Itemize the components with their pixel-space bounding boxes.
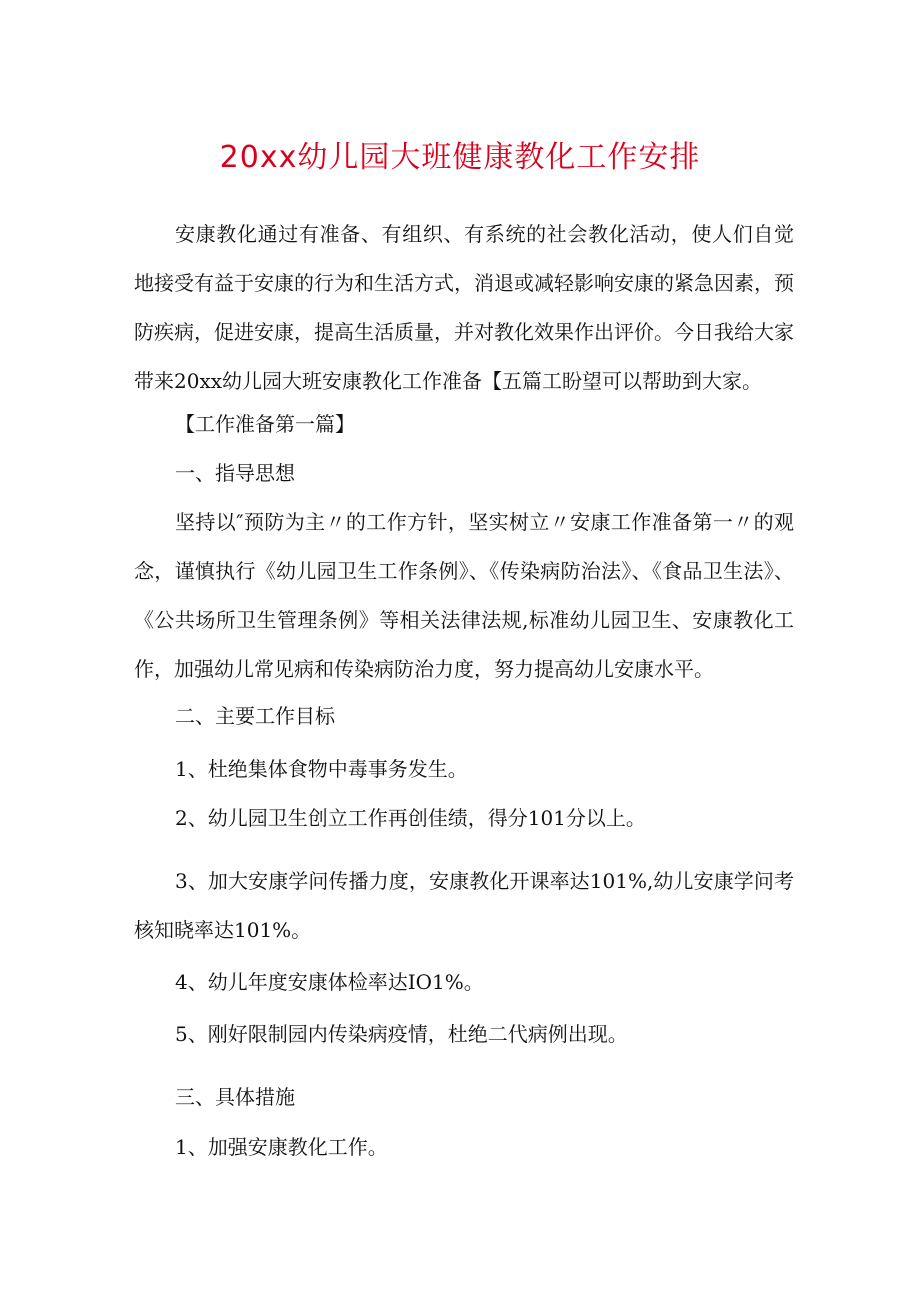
- guiding-ideology-paragraph: 坚持以″预防为主〃的工作方针，坚实树立〃安康工作准备第一〃的观念，谨慎执行《幼儿园卫生工作条例》、《传染病防治法》、《食品卫生法》、《公共场所卫生管理条例》等相关法律法规,标准幼儿园卫生、安康教化工作，加强幼儿常见病和传染病防治力度，努力提高幼儿安康水平。: [134, 510, 794, 681]
- goal-item-4: 4、幼儿年度安康体检率达IO1%。: [175, 970, 484, 994]
- document-title: 20xx幼儿园大班健康教化工作安排: [219, 140, 701, 175]
- goal-item-2: 2、幼儿园卫生创立工作再创佳绩，得分101分以上。: [175, 806, 646, 830]
- heading-main-goals: 二、主要工作目标: [175, 704, 335, 728]
- heading-specific-measures: 三、具体措施: [175, 1085, 295, 1109]
- measure-item-1: 1、加强安康教化工作。: [175, 1135, 388, 1159]
- goal-item-5: 5、刚好限制园内传染病疫情，杜绝二代病例出现。: [175, 1022, 628, 1046]
- intro-paragraph: 安康教化通过有准备、有组织、有系统的社会教化活动，使人们自觉地接受有益于安康的行为和生活方式，消退或减轻影响安康的紧急因素，预防疾病，促进安康，提高生活质量，并对教化效果作出评价。今日我给大家带来20xx幼儿园大班安康教化工作准备【五篇工盼望可以帮助到大家。: [134, 222, 794, 393]
- goal-item-3: 3、加大安康学问传播力度，安康教化开课率达101%,幼儿安康学问考核知晓率达101%。: [134, 869, 794, 942]
- goal-item-1: 1、杜绝集体食物中毒事务发生。: [175, 757, 468, 781]
- section-marker: 【工作准备第一篇】: [175, 412, 355, 436]
- heading-guiding-ideology: 一、指导思想: [175, 461, 295, 485]
